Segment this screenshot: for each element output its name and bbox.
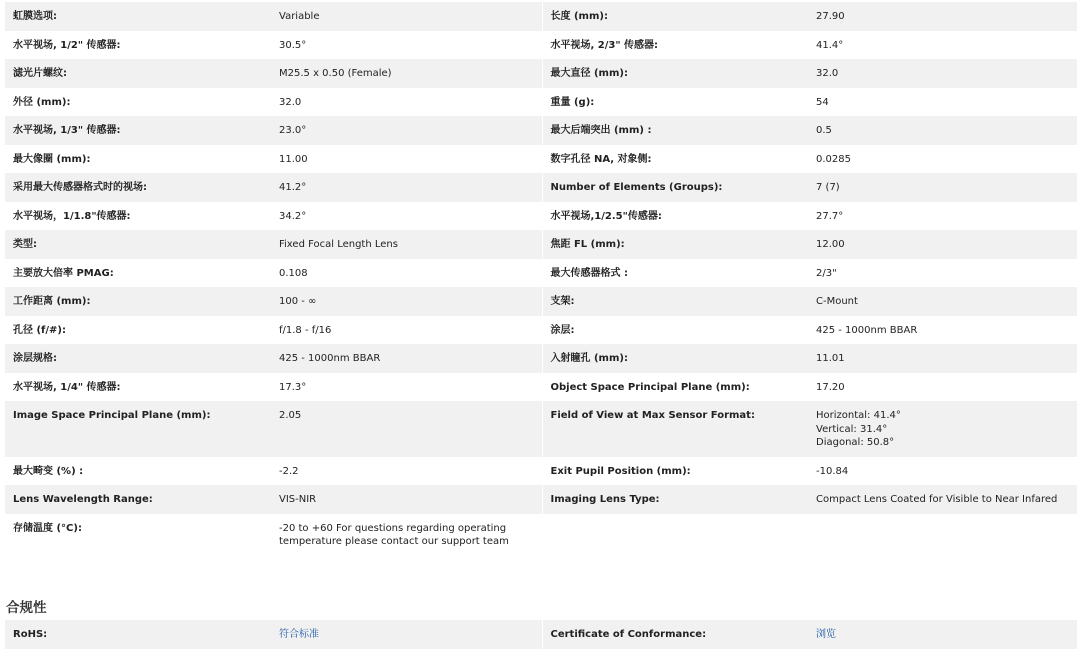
spec-value: 12.00 xyxy=(808,230,1077,259)
rohs-compliant-link[interactable]: 符合标准 xyxy=(279,629,319,640)
spec-label: 水平视场，1/1.8"传感器: xyxy=(5,202,271,231)
spec-label: 水平视场, 1/3" 传感器: xyxy=(5,116,271,145)
spec-value: 34.2° xyxy=(271,202,542,231)
spec-label: Object Space Principal Plane (mm): xyxy=(542,373,808,402)
spec-label: 孔径 (f/#): xyxy=(5,316,271,345)
spec-value: VIS-NIR xyxy=(271,485,542,514)
spec-row xyxy=(5,202,1077,231)
spec-value xyxy=(808,514,1077,556)
spec-row xyxy=(5,59,1077,88)
spec-value: -20 to +60 For questions regarding operating temperature please contact our support team xyxy=(271,514,542,556)
spec-label: 最大直径 (mm): xyxy=(542,59,808,88)
spec-row xyxy=(5,31,1077,60)
spec-value: 100 - ∞ xyxy=(271,287,542,316)
spec-label: Lens Wavelength Range: xyxy=(5,485,271,514)
spec-value: 30.5° xyxy=(271,31,542,60)
spec-row xyxy=(5,230,1077,259)
spec-row xyxy=(5,514,1077,556)
spec-value: 7 (7) xyxy=(808,173,1077,202)
spec-row xyxy=(5,88,1077,117)
spec-label: 最大像圈 (mm): xyxy=(5,145,271,174)
spec-row xyxy=(5,457,1077,486)
spec-row xyxy=(5,2,1077,31)
spec-label: Field of View at Max Sensor Format: xyxy=(542,401,808,457)
spec-label: 虹膜选项: xyxy=(5,2,271,31)
spec-label: 滤光片螺纹: xyxy=(5,59,271,88)
spec-value: 17.3° xyxy=(271,373,542,402)
spec-value: -10.84 xyxy=(808,457,1077,486)
spec-label: 主要放大倍率 PMAG: xyxy=(5,259,271,288)
spec-label: 最大后端突出 (mm) : xyxy=(542,116,808,145)
spec-value: 11.01 xyxy=(808,344,1077,373)
spec-value: f/1.8 - f/16 xyxy=(271,316,542,345)
spec-value: 27.90 xyxy=(808,2,1077,31)
spec-value: Variable xyxy=(271,2,542,31)
spec-label: 工作距离 (mm): xyxy=(5,287,271,316)
spec-label: 入射瞳孔 (mm): xyxy=(542,344,808,373)
compliance-heading: 合规性 xyxy=(6,600,47,616)
spec-row xyxy=(5,373,1077,402)
spec-value: 0.108 xyxy=(271,259,542,288)
coc-browse-link[interactable]: 浏览 xyxy=(816,629,836,640)
spec-value: 425 - 1000nm BBAR xyxy=(271,344,542,373)
spec-label: 支架: xyxy=(542,287,808,316)
spec-label: 焦距 FL (mm): xyxy=(542,230,808,259)
spec-value: 17.20 xyxy=(808,373,1077,402)
spec-value: 425 - 1000nm BBAR xyxy=(808,316,1077,345)
spec-label: Image Space Principal Plane (mm): xyxy=(5,401,271,457)
spec-label: 类型: xyxy=(5,230,271,259)
spec-row xyxy=(5,259,1077,288)
spec-label: Imaging Lens Type: xyxy=(542,485,808,514)
spec-label: Number of Elements (Groups): xyxy=(542,173,808,202)
spec-label: 最大畸变 (%) : xyxy=(5,457,271,486)
spec-value: 54 xyxy=(808,88,1077,117)
spec-label: 数字孔径 NA, 对象侧: xyxy=(542,145,808,174)
specifications-table xyxy=(5,2,1077,556)
spec-value: C-Mount xyxy=(808,287,1077,316)
spec-value: 27.7° xyxy=(808,202,1077,231)
spec-label: 涂层规格: xyxy=(5,344,271,373)
spec-value: Horizontal: 41.4° Vertical: 31.4° Diagonal: 50.8° xyxy=(808,401,1077,457)
spec-label: 重量 (g): xyxy=(542,88,808,117)
spec-value: Compact Lens Coated for Visible to Near Infared xyxy=(808,485,1077,514)
spec-value: 41.2° xyxy=(271,173,542,202)
spec-row xyxy=(5,316,1077,345)
specifications-body xyxy=(5,2,1077,556)
spec-label: 水平视场,1/2.5"传感器: xyxy=(542,202,808,231)
spec-row xyxy=(5,173,1077,202)
spec-label xyxy=(542,514,808,556)
spec-row xyxy=(5,145,1077,174)
spec-value: -2.2 xyxy=(271,457,542,486)
spec-label: 水平视场, 1/4" 传感器: xyxy=(5,373,271,402)
rohs-value-cell xyxy=(271,620,542,649)
spec-value: M25.5 x 0.50 (Female) xyxy=(271,59,542,88)
compliance-table xyxy=(5,620,1077,649)
spec-value: 23.0° xyxy=(271,116,542,145)
spec-label: 涂层: xyxy=(542,316,808,345)
spec-value: 32.0 xyxy=(808,59,1077,88)
rohs-label: RoHS: xyxy=(5,620,271,649)
spec-label: Exit Pupil Position (mm): xyxy=(542,457,808,486)
spec-label: 最大传感器格式 : xyxy=(542,259,808,288)
spec-label: 水平视场, 1/2" 传感器: xyxy=(5,31,271,60)
spec-value: 41.4° xyxy=(808,31,1077,60)
spec-label: 存储温度 (°C): xyxy=(5,514,271,556)
spec-value: 0.5 xyxy=(808,116,1077,145)
spec-value: 32.0 xyxy=(271,88,542,117)
spec-value: 11.00 xyxy=(271,145,542,174)
compliance-row xyxy=(5,620,1077,649)
spec-label: 水平视场, 2/3" 传感器: xyxy=(542,31,808,60)
spec-label: 采用最大传感器格式时的视场: xyxy=(5,173,271,202)
spec-label: 长度 (mm): xyxy=(542,2,808,31)
spec-label: 外径 (mm): xyxy=(5,88,271,117)
spec-value: Fixed Focal Length Lens xyxy=(271,230,542,259)
spec-value: 2/3" xyxy=(808,259,1077,288)
spec-row xyxy=(5,344,1077,373)
spec-row xyxy=(5,401,1077,457)
spec-row xyxy=(5,287,1077,316)
spec-row xyxy=(5,485,1077,514)
coc-value-cell xyxy=(808,620,1077,649)
spec-value: 2.05 xyxy=(271,401,542,457)
spec-row xyxy=(5,116,1077,145)
coc-label: Certificate of Conformance: xyxy=(542,620,808,649)
spec-value: 0.0285 xyxy=(808,145,1077,174)
